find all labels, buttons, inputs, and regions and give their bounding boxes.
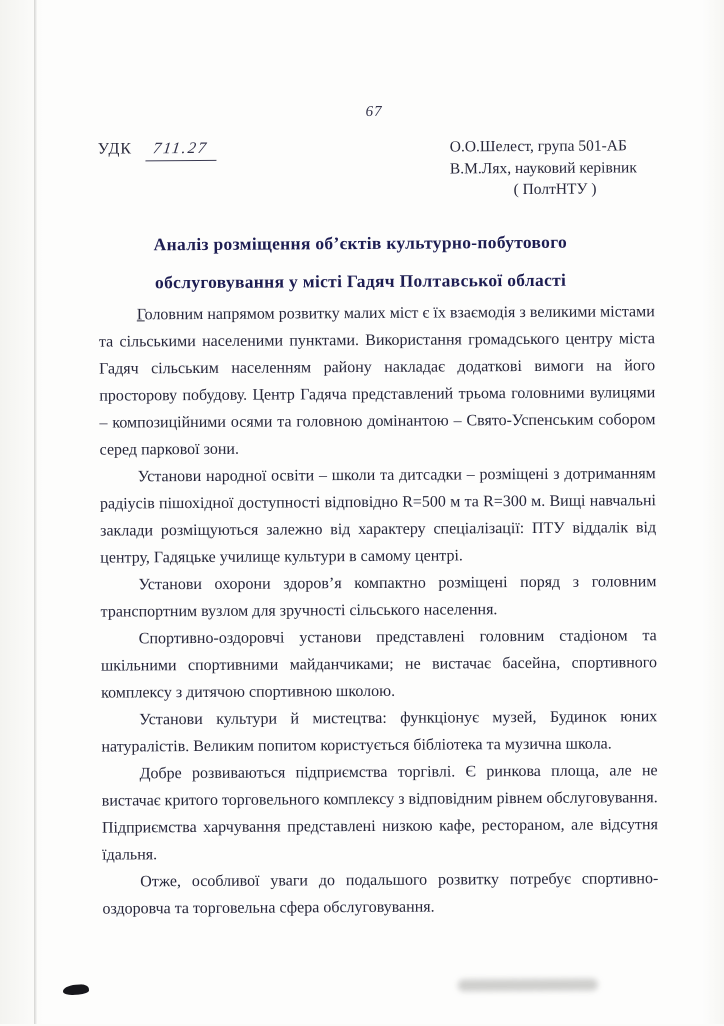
author-line-1: О.О.Шелест, група 501-АБ <box>449 137 627 156</box>
paragraph: Головним напрямом розвитку малих міст є їх взаємодія з великими містами та сільськими населеними пунктами. Використання громадського центру міста Гадяч сільським населенням району накладає додаткові вимоги на його просторову побудову. Центр Гадяча представлений трьома головними вулицями – композиційними осями та головною домінантою – Свято-Успенським собором серед паркової зони. <box>98 303 656 459</box>
title-line-2: обслуговування у місті Гадяч Полтавської області <box>154 269 567 293</box>
udk-row <box>98 140 218 162</box>
author-block <box>450 135 660 201</box>
page-number: 67 <box>365 103 383 120</box>
udk-handwritten-value: 711.27 <box>146 140 220 161</box>
organization-line: ( ПолтНТУ ) <box>513 180 597 199</box>
body-text <box>99 298 659 922</box>
paragraph: Установи народної освіти – школи та дитсадки – розміщені з дотриманням радіусів пішохідної доступності відповідно R=500 м та R=300 м. Вищі навчальні заклади розміщуються залежно від характеру спеціалізації: ПТУ віддалік від центру, Гадяцьке училище культури в самому центрі. <box>99 465 657 567</box>
ink-mark <box>63 984 90 996</box>
paragraph: Добре розвиваються підприємства торгівлі. Є ринкова площа, але не вистачає критого торговельного комплексу з відповідним рівнем обслуговування. Підприємства харчування представлені низкою кафе, рестораном, але відсутня їдальня. <box>101 762 658 864</box>
author-line-2: В.М.Лях, науковий керівник <box>449 159 637 178</box>
paragraph: Отже, особливої уваги до подальшого розвитку потребує спортивно-оздоровча та торговельна сфера обслуговування. <box>102 870 659 918</box>
paragraph: Установи культури й мистецтва: функціонує музей, Будинок юних натуралістів. Великим попитом користується бібліотека та музична школа. <box>101 708 658 756</box>
scan-smudge <box>458 979 598 992</box>
title-line-1: Аналіз розміщення об’єктів культурно-побутового <box>153 231 568 255</box>
udk-label: УДК <box>97 140 133 158</box>
paragraph: Спортивно-оздоровчі установи представлені головним стадіоном та шкільними спортивними майданчиками; не вистачає басейна, спортивного комплексу з дитячою спортивною школою. <box>100 627 657 702</box>
document-title <box>60 222 660 302</box>
paragraph: Установи охорони здоров’я компактно розміщені поряд з головним транспортним вузлом для зручності сільського населення. <box>100 573 657 621</box>
